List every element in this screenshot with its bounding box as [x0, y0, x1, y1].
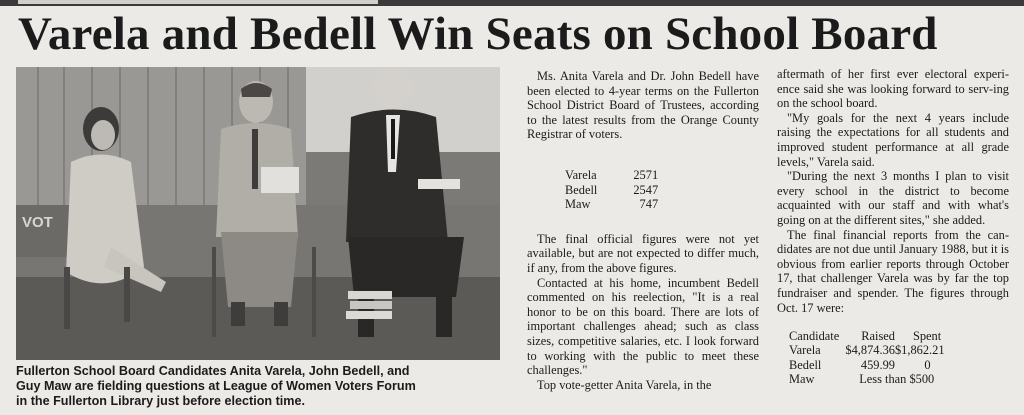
- caption-line: Fullerton School Board Candidates Anita Varela, John Bedell, and: [16, 364, 410, 378]
- candidate-name: Maw: [565, 197, 591, 212]
- candidate-name: Varela: [565, 167, 597, 182]
- finance-row: [789, 372, 945, 386]
- vote-sign-text: VOT: [22, 214, 53, 231]
- article-paragraph: Top vote-getter Anita Varela, in the: [537, 377, 712, 392]
- article-paragraph: The final financial reports from the can-didates are not due until January 1988, but it is obvious from earlier reports through October 17, that challenger Varela was by far the top fundraiser and spender. The figures through Oct. 17 were:: [777, 227, 1009, 315]
- forum-photo: [16, 67, 500, 360]
- finance-header-raised: Raised: [861, 329, 895, 344]
- article-column-2: [777, 67, 1009, 386]
- finance-spent: $1,862.21: [894, 343, 945, 358]
- article-paragraph: "My goals for the next 4 years include raising the expectations for all students and improved student performance at all grade levels," Varela said.: [777, 110, 1009, 169]
- article-paragraph: "During the next 3 months I plan to visit every school in the district to become acquainted with our staff and with what's going on at the different sites," she added.: [777, 169, 1009, 227]
- vote-count: 747: [639, 197, 659, 212]
- finance-table: [789, 329, 945, 386]
- finance-row: [789, 343, 945, 357]
- article-paragraph: Ms. Anita Varela and Dr. John Bedell have been elected to 4-year terms on the Fullerton School District Board of Trustees, according to the latest results from the Orange County Registrar of voters.: [527, 69, 759, 142]
- candidate-name: Bedell: [565, 182, 598, 197]
- finance-header-candidate: Candidate: [789, 329, 840, 344]
- finance-raised: 459.99: [860, 357, 895, 372]
- vote-row: [565, 168, 658, 183]
- finance-header-row: [789, 329, 945, 343]
- caption-line: in the Fullerton Library just before election time.: [16, 394, 305, 408]
- finance-raised: $4,874.36: [845, 343, 895, 358]
- vote-row: [565, 197, 658, 212]
- forum-photo-illustration: [16, 67, 500, 360]
- article-paragraph: Contacted at his home, incumbent Bedell commented on his reelection, "It is a real honor to be on this board. There are lots of important challenges ahead; such as class sizes, competitive salaries, etc. I look forward to working with the public to meet these challenges.": [527, 275, 759, 378]
- masthead-rule-highlight: [18, 0, 378, 4]
- vote-count: 2547: [633, 182, 659, 197]
- vote-results-table: [565, 168, 658, 212]
- finance-candidate: Bedell: [789, 357, 822, 372]
- caption-line: Guy Maw are fielding questions at League of Women Voters Forum: [16, 379, 416, 393]
- article-headline: Varela and Bedell Win Seats on School Board: [18, 8, 938, 60]
- article-paragraph: aftermath of her first ever electoral experi-ence said she was looking forward to serv-ing on the school board.: [777, 67, 1009, 111]
- finance-spent: 0: [924, 357, 931, 372]
- article-paragraph: The final official figures were not yet available, but are not expected to differ much, if any, from the above figures.: [527, 231, 759, 275]
- article-column-1: [527, 69, 759, 392]
- photo-caption: [16, 364, 516, 409]
- finance-candidate: Varela: [789, 343, 821, 358]
- finance-row: [789, 358, 945, 372]
- vote-row: [565, 183, 658, 198]
- finance-note: Less than $500: [859, 371, 935, 386]
- finance-header-spent: Spent: [912, 329, 942, 344]
- finance-candidate: Maw: [789, 371, 815, 386]
- vote-count: 2571: [633, 167, 659, 182]
